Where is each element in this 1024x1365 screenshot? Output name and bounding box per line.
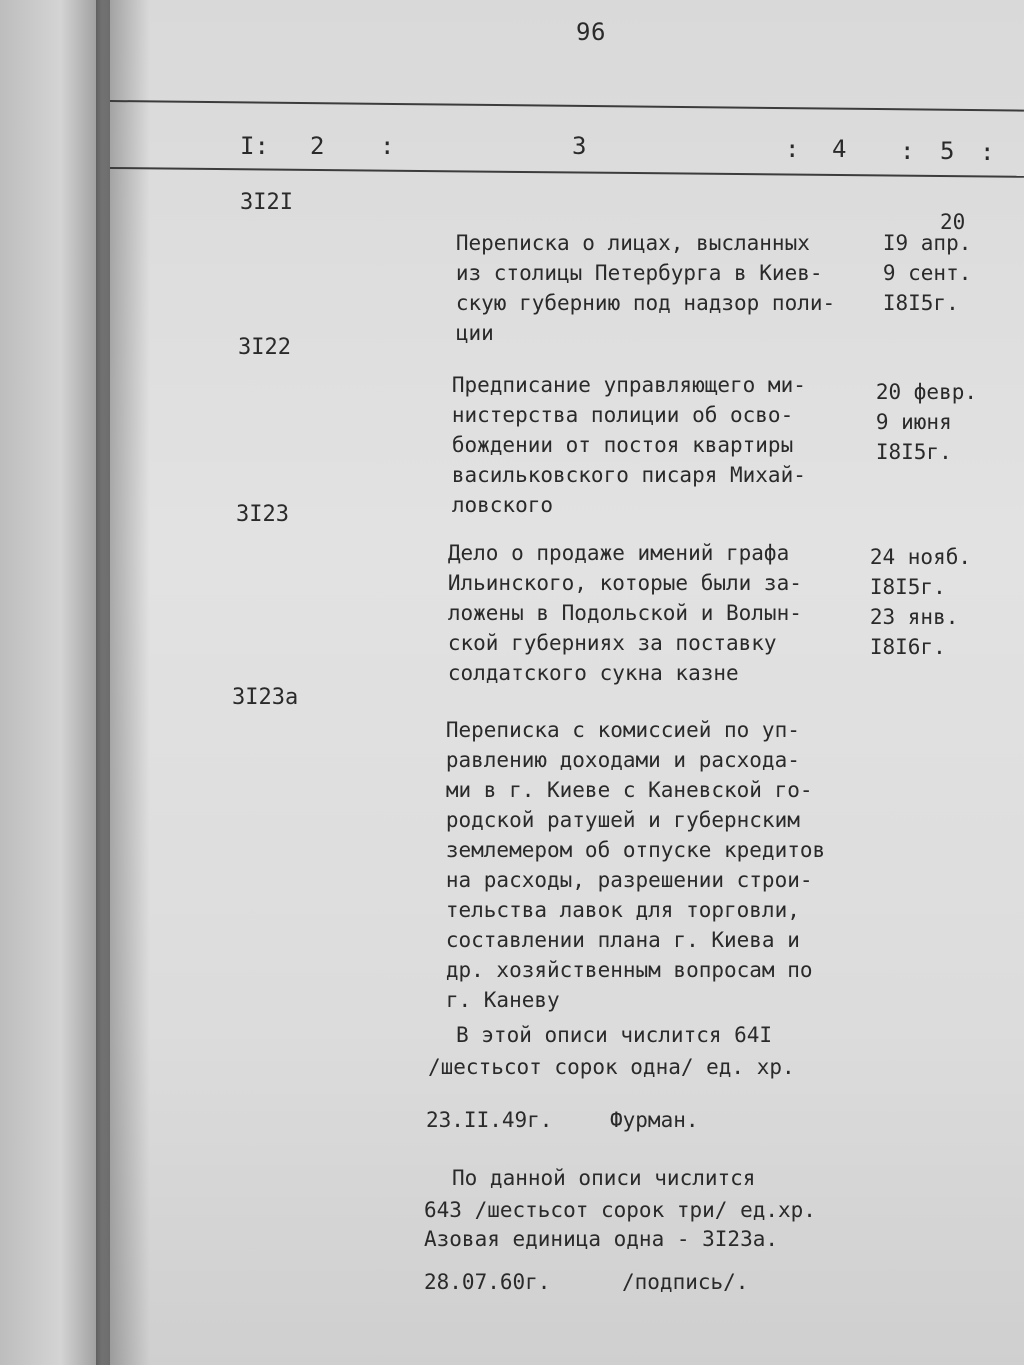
description-line: ции xyxy=(455,321,494,345)
summary-2-signer: /подпись/. xyxy=(622,1270,749,1294)
description-line: ской губерниях за поставку xyxy=(447,631,777,655)
date-line: I8I5г. xyxy=(875,440,952,464)
date-line: I9 апр. xyxy=(882,231,972,255)
entry-dates xyxy=(800,347,977,497)
entry-description xyxy=(370,685,825,1045)
date-line: I8I5г. xyxy=(869,575,946,599)
description-line: Переписка с комиссией по уп- xyxy=(445,718,800,742)
entry-sheets: 20 xyxy=(940,210,966,234)
description-line: бождении от постоя квартиры xyxy=(451,433,794,457)
summary-2-line3: Азовая единица одна - 3I23а. xyxy=(424,1227,779,1251)
description-line: солдатского сукна казне xyxy=(447,661,739,685)
entry-number: 3I23 xyxy=(236,502,289,527)
description-line: Дело о продаже имений графа xyxy=(447,541,790,565)
header-sep1: : xyxy=(380,132,395,160)
description-line: тельства лавок для торговли, xyxy=(445,898,800,922)
header-col1: I: xyxy=(240,132,269,160)
date-line: 23 янв. xyxy=(869,605,959,629)
description-line: землемером об отпуске кредитов xyxy=(445,838,826,862)
description-line: Ильинского, которые были за- xyxy=(447,571,802,595)
date-line: 24 нояб. xyxy=(869,545,972,569)
summary-2-line1: По данной описи числится xyxy=(452,1166,756,1190)
page-number: 96 xyxy=(576,18,606,46)
description-line: ловского xyxy=(451,493,554,517)
date-line: I8I5г. xyxy=(882,291,959,315)
summary-2-date: 28.07.60г. xyxy=(424,1270,551,1294)
description-line: ложены в Подольской и Волын- xyxy=(447,601,802,625)
description-line: составлении плана г. Киева и xyxy=(445,928,800,952)
description-line: Предписание управляющего ми- xyxy=(451,373,806,397)
description-line: нистерства полиции об осво- xyxy=(451,403,794,427)
header-col4: 4 xyxy=(832,135,847,163)
header-col5: 5 xyxy=(940,137,955,165)
date-line: I8I6г. xyxy=(869,635,946,659)
entry-number: 3I23а xyxy=(232,685,299,710)
entry-number: 3I22 xyxy=(238,335,291,360)
header-rule-top xyxy=(110,100,1024,112)
date-line: 9 сент. xyxy=(882,261,972,285)
description-line: Переписка о лицах, высланных xyxy=(455,231,810,255)
document-page xyxy=(110,0,1024,1365)
header-col2: 2 xyxy=(310,132,325,160)
description-line: равлению доходами и расхода- xyxy=(445,748,800,772)
entry-dates xyxy=(794,512,971,692)
header-sep3: : xyxy=(900,137,915,165)
description-line: скую губернию под надзор поли- xyxy=(455,291,836,315)
summary-1-line2: /шестьсот сорок одна/ ед. хр. xyxy=(428,1055,795,1079)
header-col3: 3 xyxy=(572,132,587,160)
header-sep2: : xyxy=(785,135,800,163)
header-sep4: : xyxy=(980,138,995,166)
description-line: из столицы Петербурга в Киев- xyxy=(455,261,823,285)
summary-1-date: 23.II.49г. xyxy=(426,1108,553,1132)
header-rule-bottom xyxy=(110,167,1024,178)
summary-2-line2: 643 /шестьсот сорок три/ ед.хр. xyxy=(424,1198,816,1222)
summary-1-line1: В этой описи числится 64I xyxy=(456,1023,773,1047)
description-line: др. хозяйственным вопросам по xyxy=(445,958,813,982)
date-line: 9 июня xyxy=(875,410,952,434)
summary-1-signer: Фурман. xyxy=(610,1108,699,1132)
description-line: родской ратушей и губернским xyxy=(445,808,800,832)
description-line: васильковского писаря Михай- xyxy=(451,463,806,487)
gutter-shadow xyxy=(110,0,150,1365)
date-line: 20 февр. xyxy=(875,380,978,404)
description-line: ми в г. Киеве с Каневской го- xyxy=(445,778,813,802)
left-facing-page xyxy=(0,0,110,1365)
description-line: на расходы, разрешении строи- xyxy=(445,868,813,892)
description-line: г. Каневу xyxy=(445,988,560,1012)
entry-number: 3I2I xyxy=(240,190,293,215)
